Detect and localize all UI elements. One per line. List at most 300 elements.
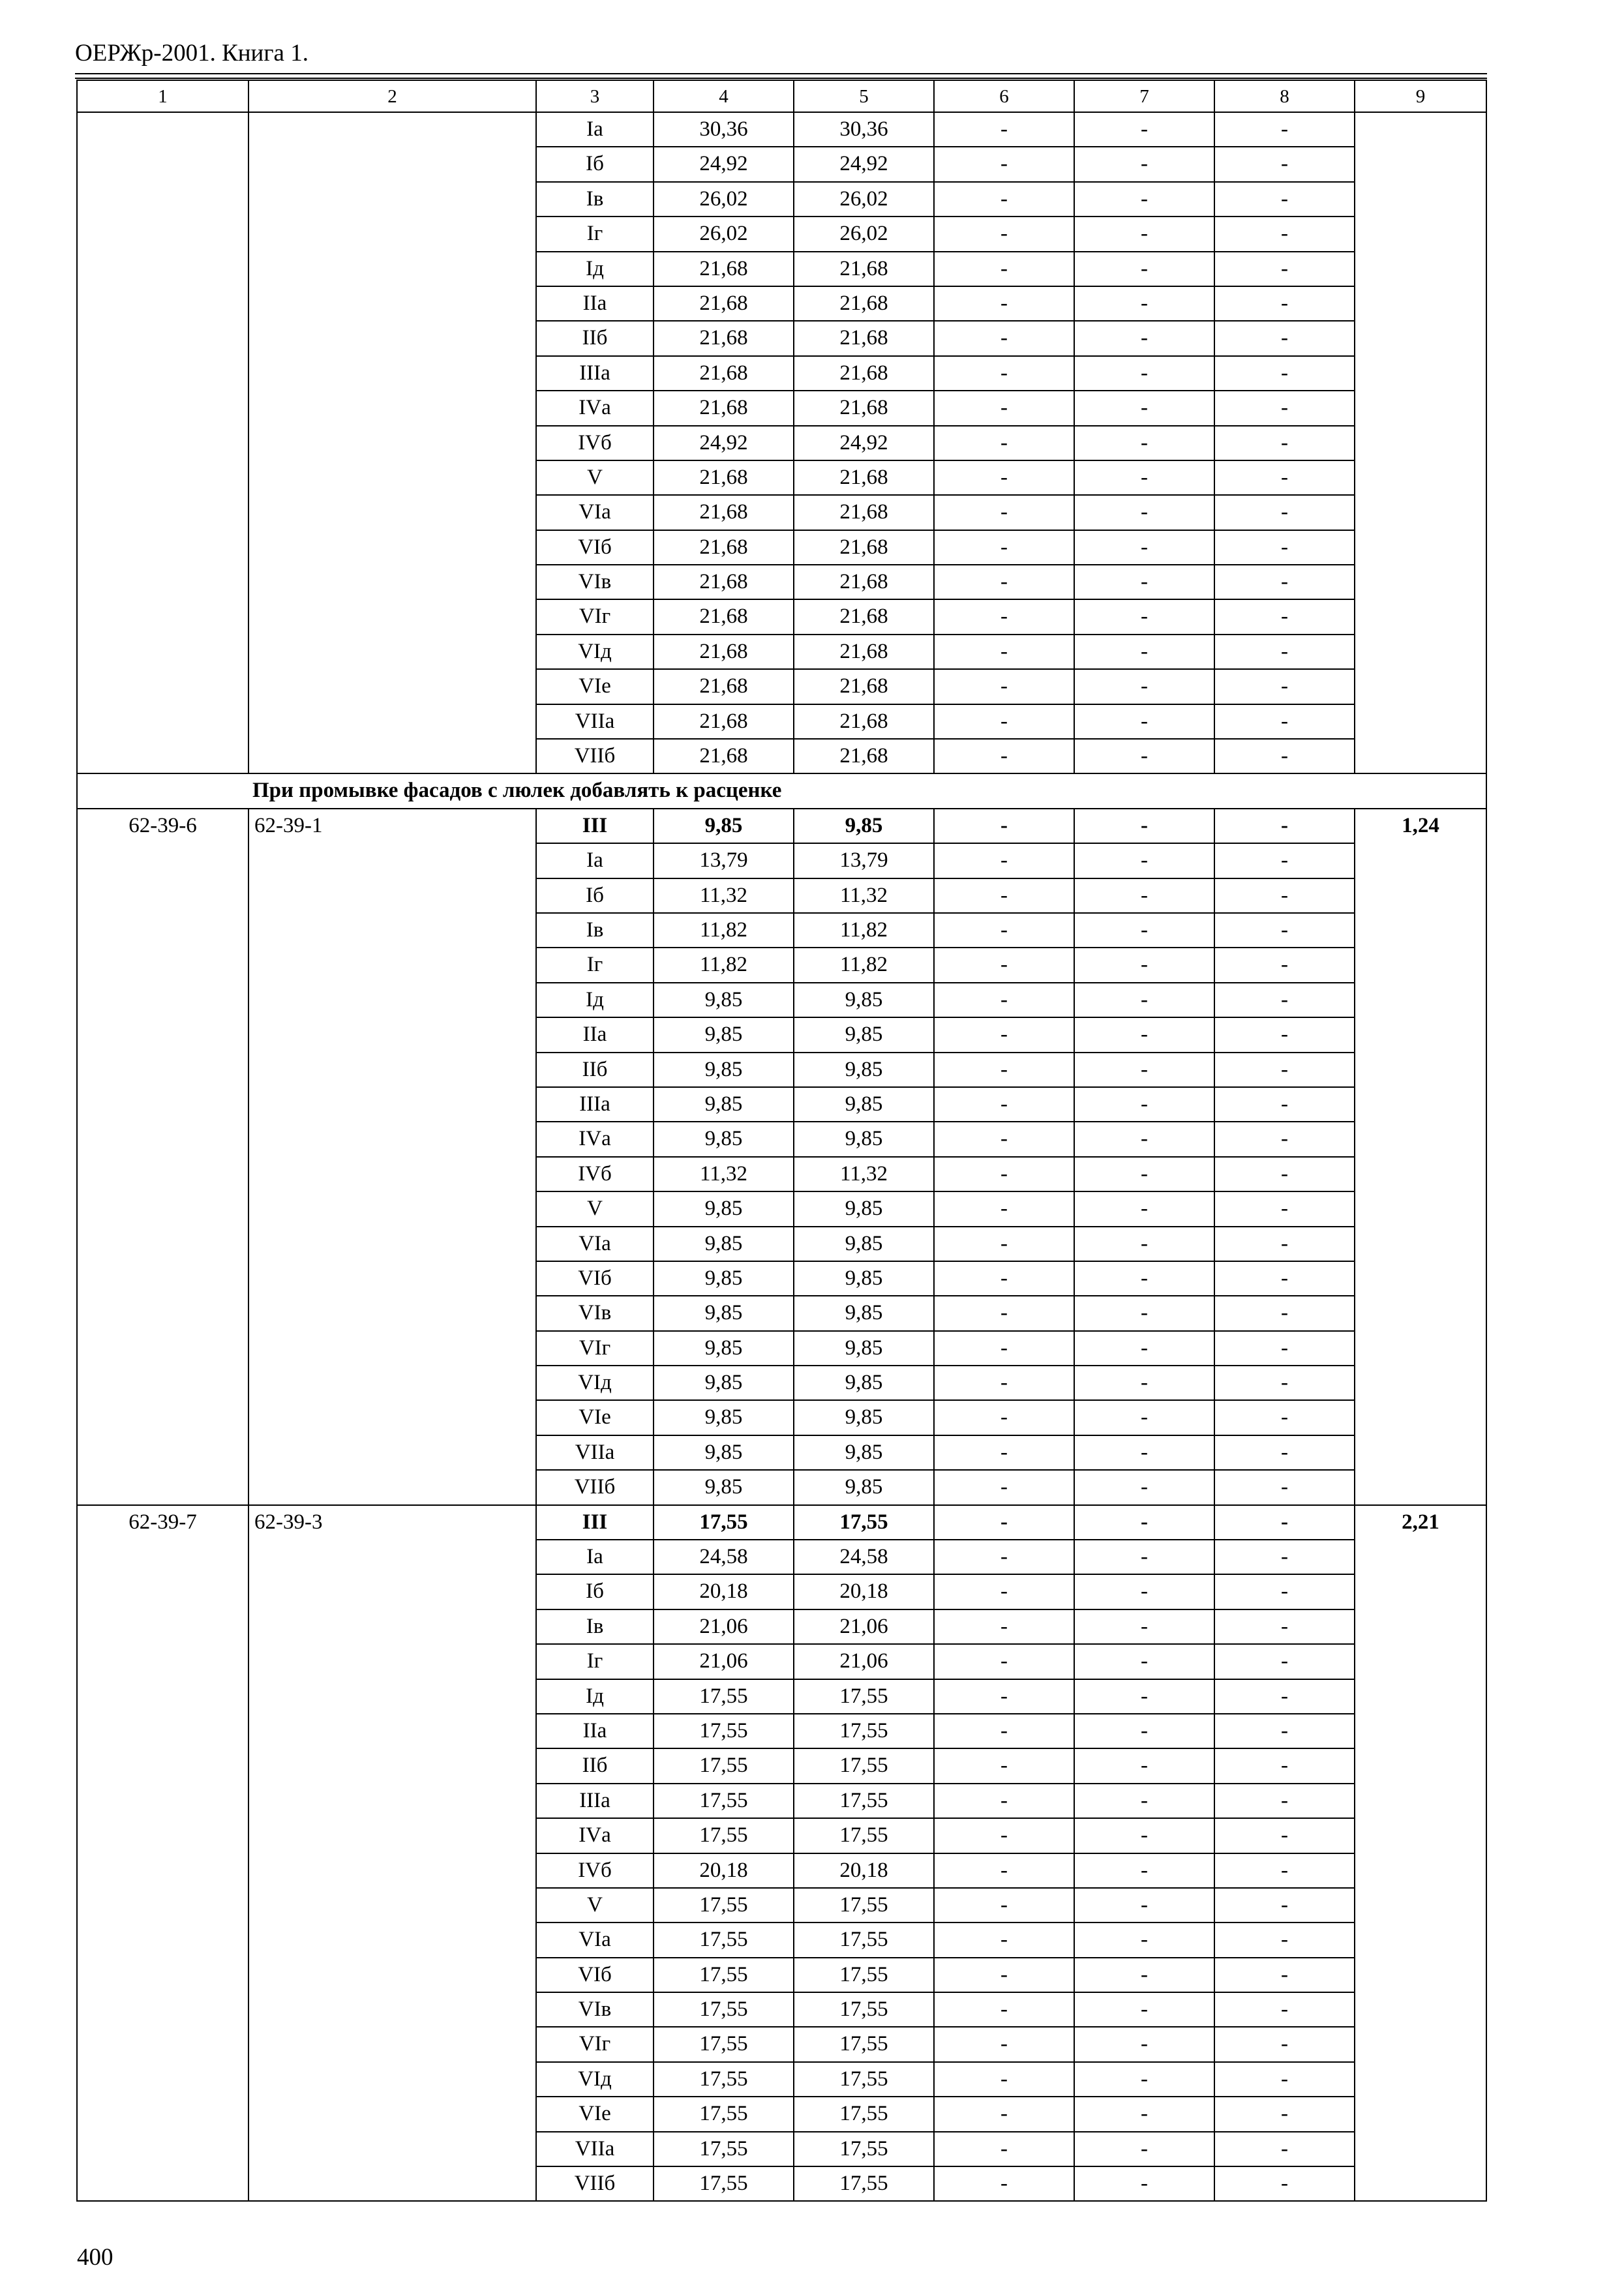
table-cell: 9,85	[654, 983, 794, 1017]
table-cell: 21,68	[654, 599, 794, 634]
table-cell: 9,85	[654, 1331, 794, 1366]
table-cell: Iа	[536, 1540, 654, 1574]
table-cell: VIIа	[536, 1435, 654, 1470]
table-cell: 21,68	[794, 286, 934, 321]
table-cell: -	[1074, 1574, 1214, 1609]
table-cell: -	[1214, 1644, 1355, 1679]
table-cell: 9,85	[654, 1470, 794, 1504]
table-cell: -	[934, 391, 1074, 425]
table-cell: 17,55	[794, 2062, 934, 2097]
table-cell: -	[1074, 878, 1214, 913]
table-cell: 17,55	[654, 1505, 794, 1540]
table-cell: -	[1214, 809, 1355, 843]
rate-code: 62-39-6	[77, 809, 248, 1505]
table-cell: 21,68	[654, 565, 794, 599]
table-cell: 9,85	[794, 1261, 934, 1296]
table-cell: -	[934, 599, 1074, 634]
page-number: 400	[77, 2244, 113, 2271]
base-rate-code: 62-39-1	[248, 809, 536, 1505]
table-cell: -	[934, 495, 1074, 530]
table-cell: -	[1074, 1540, 1214, 1574]
table-cell: 9,85	[654, 1191, 794, 1226]
table-cell: 21,68	[654, 286, 794, 321]
code-cell	[77, 112, 248, 773]
table-cell: VIIб	[536, 2166, 654, 2201]
table-cell: -	[934, 669, 1074, 704]
table-cell: -	[1214, 147, 1355, 181]
table-cell: VIа	[536, 1227, 654, 1261]
table-cell: 9,85	[794, 1087, 934, 1122]
table-cell: 17,55	[654, 2097, 794, 2131]
table-cell: 17,55	[794, 2027, 934, 2061]
table-cell: 21,68	[654, 530, 794, 565]
table-cell: -	[1074, 217, 1214, 251]
table-cell: Iб	[536, 147, 654, 181]
table-cell: -	[1074, 1818, 1214, 1853]
table-cell: -	[934, 1366, 1074, 1400]
table-cell: -	[1074, 1157, 1214, 1191]
column-number: 8	[1214, 80, 1355, 112]
table-cell: -	[934, 565, 1074, 599]
table-cell: -	[934, 2027, 1074, 2061]
table-cell: IVб	[536, 426, 654, 460]
table-cell: 11,82	[794, 948, 934, 982]
table-cell: -	[1214, 704, 1355, 739]
table-cell: -	[1214, 1053, 1355, 1087]
table-cell: -	[1214, 2132, 1355, 2166]
table-cell: -	[1074, 460, 1214, 495]
table-cell: -	[1214, 2062, 1355, 2097]
table-cell: Iв	[536, 913, 654, 948]
table-cell: -	[1074, 1748, 1214, 1783]
table-cell: 24,58	[794, 1540, 934, 1574]
total-cell	[1355, 112, 1486, 773]
table-cell: -	[934, 1053, 1074, 1087]
table-cell: -	[1214, 635, 1355, 669]
table-cell: -	[934, 356, 1074, 391]
table-cell: -	[934, 1784, 1074, 1818]
table-cell: -	[934, 530, 1074, 565]
table-cell: 21,68	[654, 635, 794, 669]
table-cell: 17,55	[794, 1714, 934, 1748]
table-cell: 26,02	[794, 182, 934, 217]
table-cell: 17,55	[654, 1888, 794, 1922]
table-cell: -	[1074, 1435, 1214, 1470]
table-cell: -	[1214, 1470, 1355, 1504]
table-cell: -	[1214, 286, 1355, 321]
table-cell: -	[1214, 1853, 1355, 1888]
table-cell: Iб	[536, 878, 654, 913]
table-cell: V	[536, 460, 654, 495]
table-cell: -	[934, 983, 1074, 1017]
table-cell: -	[1074, 1784, 1214, 1818]
table-cell: 9,85	[654, 1053, 794, 1087]
table-cell: Iв	[536, 182, 654, 217]
table-cell: -	[1214, 913, 1355, 948]
table-cell: VIIб	[536, 739, 654, 773]
table-cell: 26,02	[794, 217, 934, 251]
table-cell: -	[934, 1470, 1074, 1504]
table-cell: 11,32	[654, 1157, 794, 1191]
table-cell: -	[934, 809, 1074, 843]
table-cell: VIг	[536, 599, 654, 634]
table-cell: 9,85	[654, 1296, 794, 1330]
table-cell: 17,55	[794, 2097, 934, 2131]
table-cell: -	[934, 112, 1074, 147]
table-cell: -	[1074, 1679, 1214, 1714]
table-cell: -	[1074, 948, 1214, 982]
table-cell: 17,55	[794, 1958, 934, 1992]
table-cell: 24,92	[794, 147, 934, 181]
table-cell: 9,85	[794, 1470, 934, 1504]
column-number: 2	[248, 80, 536, 112]
table-cell: -	[1214, 460, 1355, 495]
table-cell: 9,85	[654, 1261, 794, 1296]
table-cell: -	[1214, 1227, 1355, 1261]
table-cell: 17,55	[654, 2062, 794, 2097]
table-cell: -	[1214, 2097, 1355, 2131]
table-cell: -	[1074, 2027, 1214, 2061]
table-cell: IIб	[536, 1053, 654, 1087]
table-cell: VIв	[536, 1992, 654, 2027]
table-cell: -	[934, 1853, 1074, 1888]
table-cell: -	[934, 1122, 1074, 1156]
table-cell: -	[1074, 1261, 1214, 1296]
table-cell: 9,85	[794, 1331, 934, 1366]
table-cell: IIа	[536, 286, 654, 321]
table-cell: 11,82	[654, 913, 794, 948]
table-cell: 17,55	[794, 1505, 934, 1540]
table-cell: IIб	[536, 1748, 654, 1783]
table-cell: 30,36	[654, 112, 794, 147]
table-cell: -	[1074, 182, 1214, 217]
table-cell: 17,55	[654, 2166, 794, 2201]
table-cell: -	[934, 1679, 1074, 1714]
table-cell: -	[934, 460, 1074, 495]
table-cell: -	[934, 1191, 1074, 1226]
table-cell: 17,55	[794, 2132, 934, 2166]
table-cell: -	[934, 948, 1074, 982]
table-cell: -	[1074, 1017, 1214, 1052]
table-cell: VIб	[536, 530, 654, 565]
table-row	[77, 112, 1486, 147]
table-cell: 21,68	[794, 252, 934, 286]
table-cell: -	[1074, 147, 1214, 181]
table-cell: -	[1214, 426, 1355, 460]
table-cell: -	[1074, 1888, 1214, 1922]
table-cell: 9,85	[794, 1296, 934, 1330]
table-cell: -	[1074, 2062, 1214, 2097]
table-cell: 24,92	[654, 147, 794, 181]
table-cell: 21,68	[654, 669, 794, 704]
table-cell: VIг	[536, 1331, 654, 1366]
table-cell: -	[1074, 391, 1214, 425]
table-cell: V	[536, 1888, 654, 1922]
table-cell: Iд	[536, 252, 654, 286]
table-cell: -	[1074, 1400, 1214, 1435]
table-cell: 9,85	[794, 983, 934, 1017]
table-cell: IIIа	[536, 356, 654, 391]
table-cell: -	[934, 1714, 1074, 1748]
table-cell: -	[1214, 1574, 1355, 1609]
section-note: При промывке фасадов с люлек добавлять к расценке	[77, 773, 1486, 808]
column-number: 7	[1074, 80, 1214, 112]
table-cell: -	[1074, 913, 1214, 948]
table-cell: -	[1074, 599, 1214, 634]
table-cell: 9,85	[654, 1122, 794, 1156]
table-cell: -	[1074, 2166, 1214, 2201]
table-cell: 21,68	[794, 669, 934, 704]
table-cell: -	[934, 2132, 1074, 2166]
table-cell: -	[1074, 1191, 1214, 1226]
table-cell: -	[1074, 1331, 1214, 1366]
table-cell: -	[1214, 1609, 1355, 1644]
table-cell: 17,55	[794, 1748, 934, 1783]
table-cell: -	[1074, 1609, 1214, 1644]
table-cell: -	[934, 2166, 1074, 2201]
table-cell: Iг	[536, 948, 654, 982]
table-cell: 9,85	[794, 1400, 934, 1435]
table-cell: -	[934, 843, 1074, 878]
table-cell: -	[1214, 182, 1355, 217]
table-cell: III	[536, 809, 654, 843]
table-cell: -	[1214, 878, 1355, 913]
table-cell: -	[1214, 1748, 1355, 1783]
table-cell: -	[1214, 1087, 1355, 1122]
table-cell: -	[1214, 252, 1355, 286]
table-cell: -	[1214, 983, 1355, 1017]
table-cell: IIIа	[536, 1087, 654, 1122]
table-cell: -	[934, 1261, 1074, 1296]
table-cell: VIIа	[536, 704, 654, 739]
table-cell: 13,79	[654, 843, 794, 878]
total-value: 1,24	[1355, 809, 1486, 1505]
table-cell: Iг	[536, 1644, 654, 1679]
table-cell: 21,68	[794, 530, 934, 565]
table-cell: -	[1074, 1992, 1214, 2027]
table-cell: 11,32	[654, 878, 794, 913]
table-cell: -	[1074, 426, 1214, 460]
table-cell: 17,55	[654, 1714, 794, 1748]
table-cell: -	[934, 1296, 1074, 1330]
base-cell	[248, 112, 536, 773]
table-cell: -	[934, 704, 1074, 739]
table-cell: 21,68	[794, 565, 934, 599]
table-cell: 9,85	[794, 1435, 934, 1470]
table-cell: -	[934, 1540, 1074, 1574]
table-cell: -	[1074, 1853, 1214, 1888]
table-cell: -	[1214, 530, 1355, 565]
table-cell: -	[934, 252, 1074, 286]
table-cell: -	[934, 1400, 1074, 1435]
table-cell: -	[934, 1017, 1074, 1052]
table-cell: -	[1214, 1366, 1355, 1400]
table-cell: -	[934, 426, 1074, 460]
table-cell: -	[934, 878, 1074, 913]
table-cell: -	[1214, 1958, 1355, 1992]
table-cell: -	[1074, 565, 1214, 599]
table-cell: -	[1214, 112, 1355, 147]
table-cell: 17,55	[654, 1679, 794, 1714]
table-cell: -	[1074, 739, 1214, 773]
table-cell: 11,32	[794, 1157, 934, 1191]
table-cell: VIд	[536, 635, 654, 669]
table-cell: 21,06	[654, 1609, 794, 1644]
table-cell: -	[1214, 1505, 1355, 1540]
column-number: 9	[1355, 80, 1486, 112]
table-cell: 9,85	[794, 1191, 934, 1226]
table-cell: -	[1214, 1435, 1355, 1470]
table-cell: 21,68	[654, 739, 794, 773]
table-cell: 17,55	[794, 1784, 934, 1818]
table-cell: 21,68	[654, 460, 794, 495]
table-row	[77, 809, 1486, 843]
table-cell: -	[934, 1505, 1074, 1540]
table-cell: -	[1074, 495, 1214, 530]
table-cell: 21,68	[794, 739, 934, 773]
table-cell: -	[1074, 983, 1214, 1017]
table-cell: -	[1074, 252, 1214, 286]
table-cell: 9,85	[654, 1366, 794, 1400]
column-number: 3	[536, 80, 654, 112]
table-cell: 9,85	[654, 1435, 794, 1470]
table-cell: -	[934, 217, 1074, 251]
table-cell: 21,68	[794, 635, 934, 669]
table-cell: -	[934, 1748, 1074, 1783]
table-cell: 21,68	[794, 460, 934, 495]
table-cell: 21,68	[794, 495, 934, 530]
column-number-row	[77, 80, 1486, 112]
table-cell: Iв	[536, 1609, 654, 1644]
table-cell: VIд	[536, 2062, 654, 2097]
table-cell: 21,68	[654, 356, 794, 391]
table-cell: 20,18	[794, 1574, 934, 1609]
table-cell: -	[1214, 1017, 1355, 1052]
table-cell: -	[1214, 1400, 1355, 1435]
column-number: 5	[794, 80, 934, 112]
table-cell: -	[934, 147, 1074, 181]
table-cell: -	[1074, 843, 1214, 878]
table-cell: 21,68	[794, 391, 934, 425]
table-cell: -	[1214, 669, 1355, 704]
table-cell: -	[934, 1922, 1074, 1957]
table-cell: 21,68	[654, 704, 794, 739]
table-cell: VIе	[536, 1400, 654, 1435]
table-cell: -	[1214, 1714, 1355, 1748]
table-cell: 17,55	[794, 1679, 934, 1714]
table-cell: 11,82	[654, 948, 794, 982]
table-cell: -	[1074, 112, 1214, 147]
table-cell: 9,85	[654, 1227, 794, 1261]
table-cell: -	[1074, 2132, 1214, 2166]
table-cell: IVб	[536, 1157, 654, 1191]
table-cell: -	[1074, 809, 1214, 843]
table-cell: 21,68	[794, 356, 934, 391]
table-cell: -	[934, 1435, 1074, 1470]
table-cell: -	[1074, 1958, 1214, 1992]
table-cell: -	[1214, 1888, 1355, 1922]
table-cell: -	[1214, 1679, 1355, 1714]
table-cell: 24,92	[794, 426, 934, 460]
table-cell: -	[1214, 495, 1355, 530]
table-cell: -	[934, 1087, 1074, 1122]
table-cell: IVа	[536, 1818, 654, 1853]
table-cell: -	[934, 1331, 1074, 1366]
table-cell: III	[536, 1505, 654, 1540]
table-cell: -	[1074, 1714, 1214, 1748]
table-cell: 17,55	[654, 1922, 794, 1957]
column-number: 6	[934, 80, 1074, 112]
table-cell: 21,68	[794, 321, 934, 355]
table-cell: 24,58	[654, 1540, 794, 1574]
table-cell: 9,85	[654, 809, 794, 843]
table-cell: -	[1074, 1505, 1214, 1540]
table-cell: 17,55	[654, 1958, 794, 1992]
table-cell: -	[1074, 356, 1214, 391]
table-cell: 21,68	[654, 391, 794, 425]
table-cell: 21,68	[654, 321, 794, 355]
table-cell: Iб	[536, 1574, 654, 1609]
table-cell: 9,85	[794, 809, 934, 843]
column-number: 4	[654, 80, 794, 112]
table-cell: -	[1214, 843, 1355, 878]
table-cell: 13,79	[794, 843, 934, 878]
table-cell: -	[934, 286, 1074, 321]
table-cell: 20,18	[654, 1574, 794, 1609]
base-rate-code: 62-39-3	[248, 1505, 536, 2202]
table-cell: VIе	[536, 669, 654, 704]
table-cell: -	[1074, 1053, 1214, 1087]
table-cell: 17,55	[654, 2027, 794, 2061]
table-cell: 21,68	[654, 252, 794, 286]
table-cell: -	[934, 1574, 1074, 1609]
table-cell: -	[1074, 321, 1214, 355]
table-cell: -	[1074, 1296, 1214, 1330]
table-cell: 17,55	[654, 1992, 794, 2027]
table-cell: -	[1074, 1922, 1214, 1957]
table-cell: IIб	[536, 321, 654, 355]
table-cell: -	[934, 1992, 1074, 2027]
table-cell: 21,06	[794, 1644, 934, 1679]
table-cell: -	[1214, 1784, 1355, 1818]
table-cell: 9,85	[654, 1017, 794, 1052]
table-cell: -	[1074, 669, 1214, 704]
table-cell: 21,68	[794, 704, 934, 739]
table-cell: -	[1214, 2166, 1355, 2201]
table-cell: Iг	[536, 217, 654, 251]
table-cell: -	[1214, 565, 1355, 599]
table-cell: -	[934, 913, 1074, 948]
table-cell: VIб	[536, 1958, 654, 1992]
table-cell: -	[934, 182, 1074, 217]
table-cell: -	[934, 1958, 1074, 1992]
table-cell: -	[1214, 217, 1355, 251]
table-cell: -	[1074, 1470, 1214, 1504]
table-cell: -	[1074, 1087, 1214, 1122]
table-cell: -	[1074, 1122, 1214, 1156]
table-cell: 21,68	[654, 495, 794, 530]
table-cell: -	[1214, 1191, 1355, 1226]
table-cell: Iа	[536, 112, 654, 147]
table-cell: VIIб	[536, 1470, 654, 1504]
table-cell: 24,92	[654, 426, 794, 460]
header-rule	[75, 73, 1487, 74]
note-row	[77, 773, 1486, 808]
table-cell: 11,82	[794, 913, 934, 948]
table-cell: -	[1214, 948, 1355, 982]
table-cell: -	[1214, 356, 1355, 391]
table-cell: -	[934, 1644, 1074, 1679]
